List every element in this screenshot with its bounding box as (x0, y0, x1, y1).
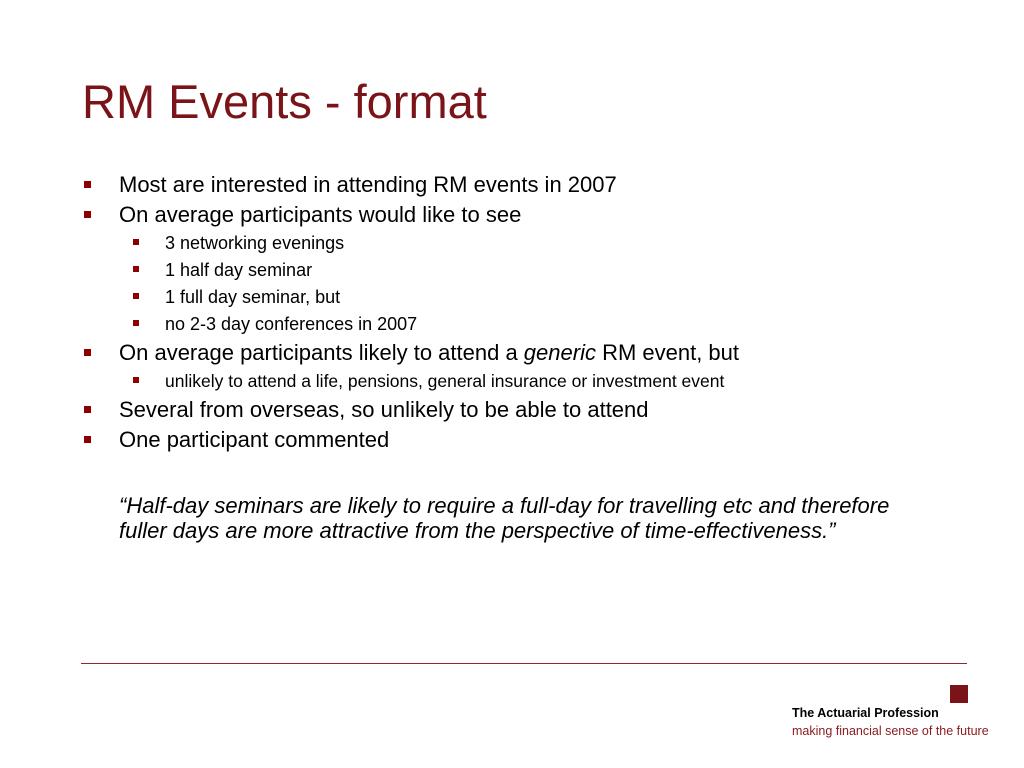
square-bullet-icon (133, 266, 139, 272)
bullet-item (0, 200, 1024, 230)
bullet-item (0, 425, 1024, 455)
square-bullet-icon (133, 320, 139, 326)
square-bullet-icon (84, 181, 91, 188)
bullet-text: On average participants would like to see (119, 202, 522, 227)
logo-square-icon (950, 685, 968, 703)
square-bullet-icon (84, 436, 91, 443)
bullet-text: Most are interested in attending RM events in 2007 (119, 172, 617, 197)
bullet-item (0, 338, 1024, 368)
bullet-text-after: RM event, but (595, 340, 740, 365)
square-bullet-icon (133, 239, 139, 245)
sub-bullet-text: unlikely to attend a life, pensions, general insurance or investment event (165, 371, 725, 391)
sub-bullet-item (0, 230, 1024, 257)
square-bullet-icon (84, 349, 91, 356)
sub-bullet-item (0, 368, 1024, 395)
organization-tagline: making financial sense of the future (792, 724, 989, 738)
square-bullet-icon (133, 293, 139, 299)
bullet-item (0, 395, 1024, 425)
sub-bullet-item (0, 311, 1024, 338)
participant-quote: “Half-day seminars are likely to require a full-day for travelling etc and therefore fuller days are more attractive from the perspective of time-effectiveness.” (119, 493, 890, 543)
sub-bullet-item (0, 257, 1024, 284)
bullet-text: Several from overseas, so unlikely to be able to attend (119, 397, 649, 422)
sub-bullet-text: no 2-3 day conferences in 2007 (165, 314, 418, 334)
bullet-text: One participant commented (119, 427, 390, 452)
sub-bullet-text: 3 networking evenings (165, 233, 345, 253)
footer-divider (81, 663, 967, 664)
sub-bullet-text: 1 half day seminar (165, 260, 313, 280)
square-bullet-icon (133, 377, 139, 383)
emphasis-text: generic (523, 340, 596, 365)
bullet-item (0, 170, 1024, 200)
square-bullet-icon (84, 406, 91, 413)
bullet-text-before: On average participants likely to attend a (119, 340, 524, 365)
bullet-list (0, 170, 1024, 455)
slide-title: RM Events - format (82, 75, 487, 128)
organization-name: The Actuarial Profession (792, 706, 939, 720)
sub-bullet-text: 1 full day seminar, but (165, 287, 341, 307)
sub-bullet-item (0, 284, 1024, 311)
square-bullet-icon (84, 211, 91, 218)
